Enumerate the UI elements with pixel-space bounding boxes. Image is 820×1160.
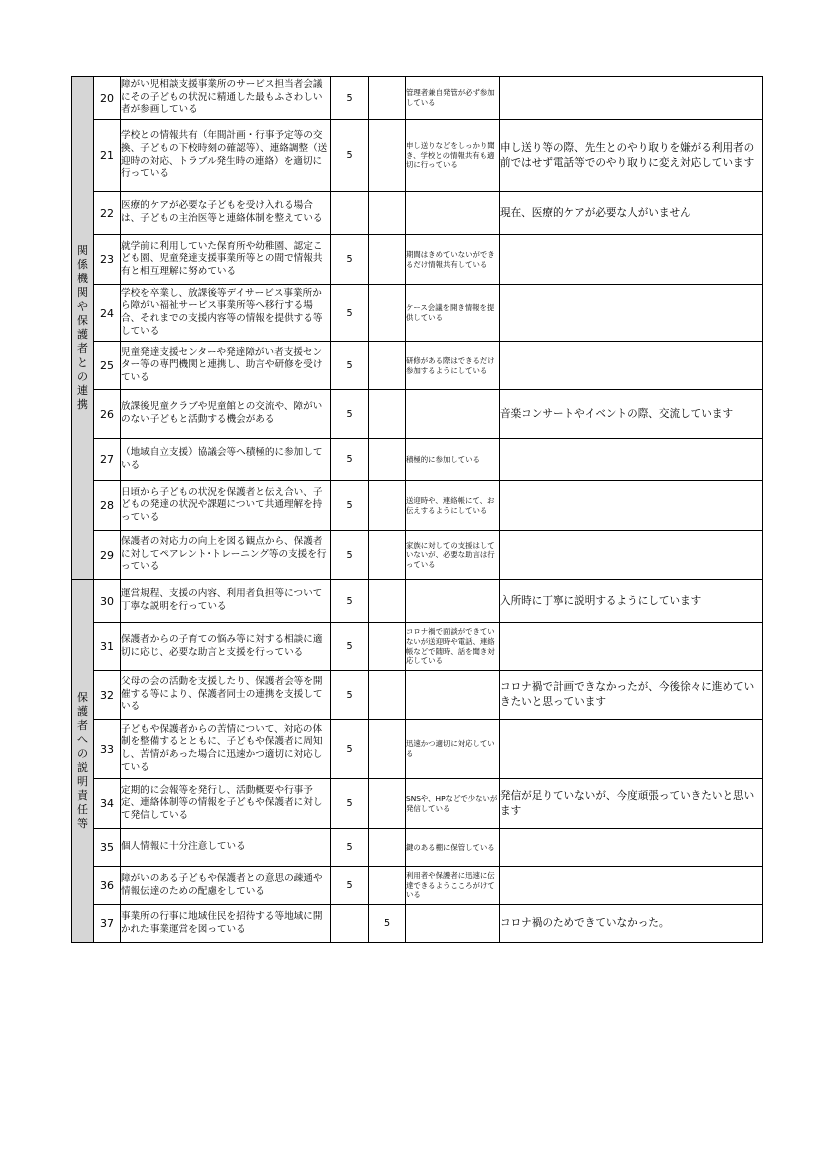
category-label: 関係機関や保護者との連携 — [77, 244, 88, 411]
item-text: 障がい児相談支援事業所のサービス担当者会議にその子どもの状況に精通した最もふさわしい者が参画している — [121, 79, 323, 116]
status-note: 家族に対しての支援はしていないが、必要な助言は行っている — [406, 540, 495, 569]
status-note-cell — [406, 390, 500, 439]
yes-count-cell — [331, 671, 369, 720]
improvement-comment: 入所時に丁寧に説明するようにしています — [500, 594, 702, 607]
table-row — [72, 623, 763, 671]
item-number-cell — [94, 905, 121, 943]
yes-count: 5 — [346, 408, 353, 420]
item-text: 放課後児童クラブや児童館との交流や、障がいのない子どもと活動する機会がある — [121, 401, 323, 425]
item-number: 24 — [100, 306, 114, 320]
item-text: 学校との情報共有（年間計画・行事予定等の交換、子どもの下校時刻の確認等）、連絡調整（送迎時の対応、トラブル発生時の連絡）を適切に行っている — [121, 130, 328, 180]
item-text-cell — [121, 390, 331, 439]
improvement-comment-cell — [500, 342, 763, 390]
category-cell — [72, 580, 94, 943]
status-note-cell — [406, 192, 500, 235]
no-count: 5 — [383, 918, 391, 929]
yes-count-cell — [331, 235, 369, 285]
no-count-cell — [369, 671, 406, 720]
item-number: 36 — [100, 879, 114, 892]
status-note: 利用者や保護者に迅速に伝達できるようこころがけている — [406, 871, 495, 900]
status-note-cell — [406, 77, 500, 120]
item-text-cell — [121, 481, 331, 531]
yes-count-cell — [331, 192, 369, 235]
no-count-cell — [369, 192, 406, 235]
improvement-comment-cell — [500, 829, 763, 867]
item-number: 30 — [100, 594, 114, 608]
yes-count: 5 — [346, 842, 353, 853]
yes-count-cell — [331, 285, 369, 342]
item-number: 33 — [100, 742, 114, 756]
item-text-cell — [121, 77, 331, 120]
item-number: 32 — [100, 688, 114, 702]
item-text-cell — [121, 779, 331, 829]
table-body — [72, 77, 763, 943]
item-number: 25 — [100, 359, 114, 372]
item-text-cell — [121, 671, 331, 720]
no-count-cell — [369, 905, 406, 943]
no-count-cell — [369, 623, 406, 671]
table-row — [72, 439, 763, 481]
item-number-cell — [94, 720, 121, 779]
no-count-cell — [369, 531, 406, 580]
item-text-cell — [121, 120, 331, 192]
improvement-comment: 発信が足りていないが、今度頑張っていきたいと思います — [500, 789, 755, 817]
no-count-cell — [369, 342, 406, 390]
item-text-cell — [121, 720, 331, 779]
table-row — [72, 531, 763, 580]
yes-count-cell — [331, 481, 369, 531]
item-text: 医療的ケアが必要な子どもを受け入れる場合は、子どもの主治医等と連絡体制を整えている — [121, 200, 323, 224]
status-note-cell — [406, 671, 500, 720]
status-note: SNSや、HPなどで少ないが発信している — [406, 793, 498, 813]
yes-count-cell — [331, 531, 369, 580]
yes-count: 5 — [346, 743, 353, 755]
status-note-cell — [406, 439, 500, 481]
item-text-cell — [121, 829, 331, 867]
improvement-comment-cell — [500, 77, 763, 120]
item-text: （地域自立支援）協議会等へ積極的に参加している — [121, 446, 323, 471]
table-row — [72, 671, 763, 720]
table-row — [72, 481, 763, 531]
item-number-cell — [94, 867, 121, 905]
table-row — [72, 342, 763, 390]
item-number-cell — [94, 580, 121, 623]
item-number: 26 — [100, 407, 114, 421]
no-count-cell — [369, 390, 406, 439]
yes-count: 5 — [346, 254, 353, 265]
item-number: 29 — [100, 548, 114, 562]
item-number: 23 — [100, 253, 114, 266]
status-note: 積極的に参加している — [406, 454, 480, 464]
status-note: 迅速かつ適切に対応している — [406, 739, 495, 758]
item-text: 児童発達支援センターや発達障がい者支援センター等の専門機関と連携し、助言や研修を受けている — [121, 346, 323, 383]
status-note-cell — [406, 623, 500, 671]
yes-count-cell — [331, 439, 369, 481]
status-note-cell — [406, 580, 500, 623]
item-number-cell — [94, 531, 121, 580]
item-text-cell — [121, 531, 331, 580]
no-count-cell — [369, 481, 406, 531]
status-note-cell — [406, 905, 500, 943]
no-count-cell — [369, 120, 406, 192]
item-number-cell — [94, 623, 121, 671]
table-row — [72, 235, 763, 285]
status-note: 鍵のある棚に保管している — [406, 842, 495, 852]
item-number-cell — [94, 342, 121, 390]
yes-count-cell — [331, 390, 369, 439]
improvement-comment-cell — [500, 720, 763, 779]
yes-count-cell — [331, 580, 369, 623]
item-text: 学校を卒業し、放課後等デイサービス事業所から障がい福祉サービス事業所等へ移行する場合、それまでの支援内容等の情報を提供する等している — [121, 287, 323, 337]
improvement-comment: 申し送り等の際、先生とのやり取りを嫌がる利用者の前ではせず電話等でのやり取りに変え対応しています — [500, 141, 755, 169]
status-note-cell — [406, 531, 500, 580]
item-number-cell — [94, 77, 121, 120]
item-number: 35 — [100, 841, 114, 854]
item-text-cell — [121, 439, 331, 481]
yes-count-cell — [331, 77, 369, 120]
table-row — [72, 390, 763, 439]
item-number-cell — [94, 192, 121, 235]
item-number-cell — [94, 285, 121, 342]
improvement-comment-cell — [500, 439, 763, 481]
item-text-cell — [121, 623, 331, 671]
status-note-cell — [406, 867, 500, 905]
item-text: 父母の会の活動を支援したり、保護者会等を開催する等により、保護者同士の連携を支援している — [121, 676, 323, 713]
table-row — [72, 580, 763, 623]
yes-count-cell — [331, 779, 369, 829]
table-row — [72, 720, 763, 779]
item-number-cell — [94, 120, 121, 192]
no-count-cell — [369, 285, 406, 342]
item-text-cell — [121, 905, 331, 943]
status-note: 送迎時や、連絡帳にて、お伝えするようにしている — [406, 495, 495, 515]
no-count-cell — [369, 235, 406, 285]
improvement-comment-cell — [500, 120, 763, 192]
yes-count-cell — [331, 905, 369, 943]
item-number-cell — [94, 829, 121, 867]
no-count-cell — [369, 77, 406, 120]
status-note-cell — [406, 481, 500, 531]
item-number: 37 — [100, 917, 114, 930]
item-text-cell — [121, 867, 331, 905]
item-text-cell — [121, 342, 331, 390]
yes-count: 5 — [346, 454, 353, 465]
yes-count: 5 — [346, 307, 353, 319]
no-count-cell — [369, 779, 406, 829]
status-note: 期間はきめていないができるだけ情報共有している — [406, 249, 495, 269]
item-text: 障がいのある子どもや保護者との意思の疎通や情報伝達のための配慮をしている — [121, 872, 323, 897]
improvement-comment-cell — [500, 580, 763, 623]
no-count-cell — [369, 439, 406, 481]
improvement-comment-cell — [500, 623, 763, 671]
yes-count: 5 — [346, 150, 353, 161]
yes-count: 5 — [346, 689, 353, 701]
item-number: 34 — [100, 797, 114, 810]
table-row — [72, 867, 763, 905]
table-row — [72, 120, 763, 192]
item-text: 事業所の行事に地域住民を招待する等地域に開かれた事業運営を図っている — [121, 910, 323, 935]
item-number: 28 — [100, 499, 114, 512]
item-text: 子どもや保護者からの苦情について、対応の体制を整備するとともに、子どもや保護者に周知し、苦情があった場合に迅速かつ適切に対応している — [121, 723, 323, 773]
improvement-comment-cell — [500, 531, 763, 580]
item-number-cell — [94, 390, 121, 439]
yes-count: 5 — [346, 798, 353, 809]
item-number: 21 — [100, 149, 114, 162]
yes-count: 5 — [346, 595, 353, 607]
improvement-comment: コロナ禍で計画できなかったが、今後徐々に進めていきたいと思っています — [500, 681, 755, 708]
improvement-comment-cell — [500, 779, 763, 829]
no-count-cell — [369, 720, 406, 779]
yes-count-cell — [331, 867, 369, 905]
improvement-comment-cell — [500, 867, 763, 905]
yes-count-cell — [331, 829, 369, 867]
category-cell — [72, 77, 94, 580]
improvement-comment-cell — [500, 671, 763, 720]
yes-count-cell — [331, 120, 369, 192]
yes-count: 5 — [346, 92, 353, 104]
status-note: ケース会議を開き情報を提供している — [406, 303, 495, 322]
item-text: 保護者からの子育ての悩み等に対する相談に適切に応じ、必要な助言と支援を行っている — [121, 633, 323, 658]
item-number-cell — [94, 671, 121, 720]
improvement-comment-cell — [500, 192, 763, 235]
status-note-cell — [406, 829, 500, 867]
item-text-cell — [121, 580, 331, 623]
item-number-cell — [94, 235, 121, 285]
category-label: 保護者への説明責任等 — [77, 691, 88, 830]
improvement-comment: コロナ禍のためできていなかった。 — [500, 917, 670, 929]
improvement-comment-cell — [500, 285, 763, 342]
no-count-cell — [369, 867, 406, 905]
table-row — [72, 285, 763, 342]
improvement-comment-cell — [500, 235, 763, 285]
improvement-comment-cell — [500, 390, 763, 439]
table-row — [72, 779, 763, 829]
item-number-cell — [94, 439, 121, 481]
yes-count-cell — [331, 342, 369, 390]
yes-count: 5 — [346, 360, 353, 371]
status-note-cell — [406, 720, 500, 779]
evaluation-table — [71, 76, 763, 943]
item-number: 31 — [100, 640, 114, 653]
status-note: 申し送りなどをしっかり聞き、学校との情報共有も適切に行っている — [406, 141, 495, 170]
status-note: 研修がある際はできるだけ参加するようにしている — [406, 355, 495, 375]
item-number-cell — [94, 481, 121, 531]
status-note-cell — [406, 779, 500, 829]
item-text: 日頃から子どもの状況を保護者と伝え合い、子どもの発達の状況や課題について共通理解を持っている — [121, 486, 323, 523]
yes-count: 5 — [346, 641, 353, 652]
table-row — [72, 77, 763, 120]
no-count-cell — [369, 829, 406, 867]
no-count-cell — [369, 580, 406, 623]
yes-count: 5 — [346, 549, 353, 561]
status-note-cell — [406, 235, 500, 285]
yes-count: 5 — [346, 500, 353, 511]
yes-count-cell — [331, 623, 369, 671]
table-row — [72, 829, 763, 867]
item-text-cell — [121, 192, 331, 235]
yes-count-cell — [331, 720, 369, 779]
item-text-cell — [121, 285, 331, 342]
item-text-cell — [121, 235, 331, 285]
improvement-comment: 音楽コンサートやイベントの際、交流しています — [500, 407, 734, 420]
item-text: 定期的に会報等を発行し、活動概要や行事予定、連絡体制等の情報を子どもや保護者に対して発信している — [121, 784, 323, 821]
status-note: コロナ禍で面談ができていないが送迎時や電話、連絡帳などで随時、話を聞き対応している — [406, 627, 495, 666]
status-note-cell — [406, 285, 500, 342]
status-note-cell — [406, 342, 500, 390]
item-text: 就学前に利用していた保育所や幼稚園、認定こども園、児童発達支援事業所等との間で情報共有と相互理解に努めている — [121, 240, 323, 277]
yes-count: 5 — [346, 880, 353, 891]
item-text: 運営規程、支援の内容、利用者負担等について丁寧な説明を行っている — [121, 588, 323, 612]
status-note-cell — [406, 120, 500, 192]
item-text: 個人情報に十分注意している — [121, 841, 246, 853]
item-number: 27 — [100, 453, 114, 466]
improvement-comment-cell — [500, 905, 763, 943]
item-text: 保護者の対応力の向上を図る観点から、保護者に対してペアレント･トレーニング等の支援を行っている — [121, 536, 327, 573]
status-note: 管理者兼自発管が必ず参加している — [406, 88, 495, 107]
improvement-comment-cell — [500, 481, 763, 531]
table-row — [72, 905, 763, 943]
item-number: 22 — [100, 206, 114, 220]
improvement-comment: 現在、医療的ケアが必要な人がいません — [500, 206, 691, 219]
item-number-cell — [94, 779, 121, 829]
item-number: 20 — [100, 91, 114, 105]
table-row — [72, 192, 763, 235]
